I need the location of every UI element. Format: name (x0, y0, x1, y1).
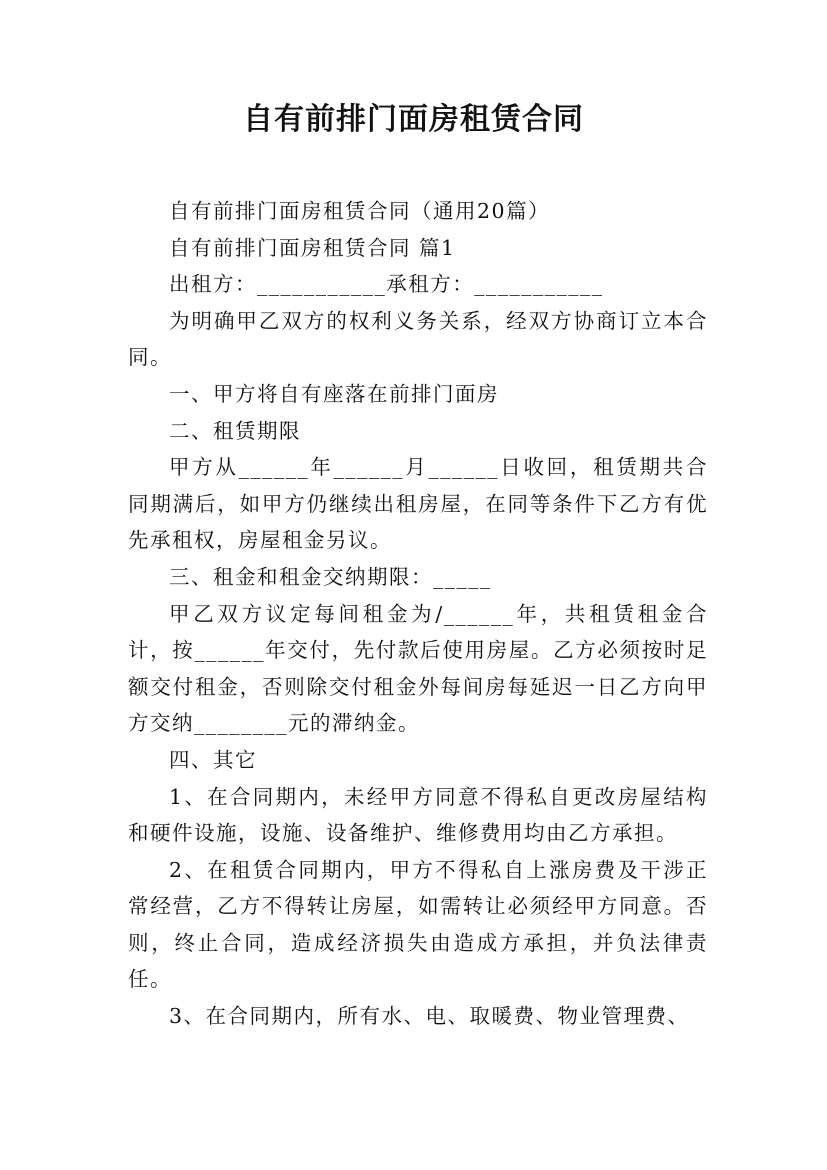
document-title: 自有前排门面房租赁合同 (243, 102, 584, 137)
subtitle-paragraph: 自有前排门面房租赁合同（通用20篇） (169, 199, 551, 223)
clause-paragraph: 甲方从______年______月______日收回，租赁期共合同期满后，如甲方仍继续出租房屋，在同等条件下乙方有优先承租权，房屋租金另议。 (128, 455, 708, 553)
clause-paragraph: 2、在租赁合同期内，甲方不得私自上涨房费及干涉正常经营，乙方不得转让房屋，如需转让必须经甲方同意。否则，终止合同，造成经济损失由造成方承担，并负法律责任。 (128, 857, 708, 992)
parties-line: 出租方：___________承租方：___________ (169, 272, 604, 297)
intro-paragraph: 为明确甲乙双方的权利义务关系，经双方协商订立本合同。 (128, 308, 708, 370)
clause-paragraph: 1、在合同期内，未经甲方同意不得私自更改房屋结构和硬件设施，设施、设备维护、维修费用均由乙方承担。 (128, 784, 708, 846)
clause-heading: 二、租赁期限 (169, 418, 301, 443)
document-body (128, 193, 708, 1035)
clause-heading: 一、甲方将自有座落在前排门面房 (169, 381, 499, 406)
clause-heading: 四、其它 (169, 747, 257, 772)
clause-heading: 三、租金和租金交纳期限：_____ (169, 564, 492, 589)
clause-paragraph: 3、在合同期内，所有水、电、取暖费、物业管理费、 (169, 1004, 690, 1029)
section-heading: 自有前排门面房租赁合同 篇1 (169, 235, 456, 260)
clause-paragraph: 甲乙双方议定每间租金为/______年，共租赁租金合计，按______年交付，先付款后使用房屋。乙方必须按时足额交付租金，否则除交付租金外每间房每延迟一日乙方向甲方交纳________元的滞纳金。 (128, 601, 708, 736)
